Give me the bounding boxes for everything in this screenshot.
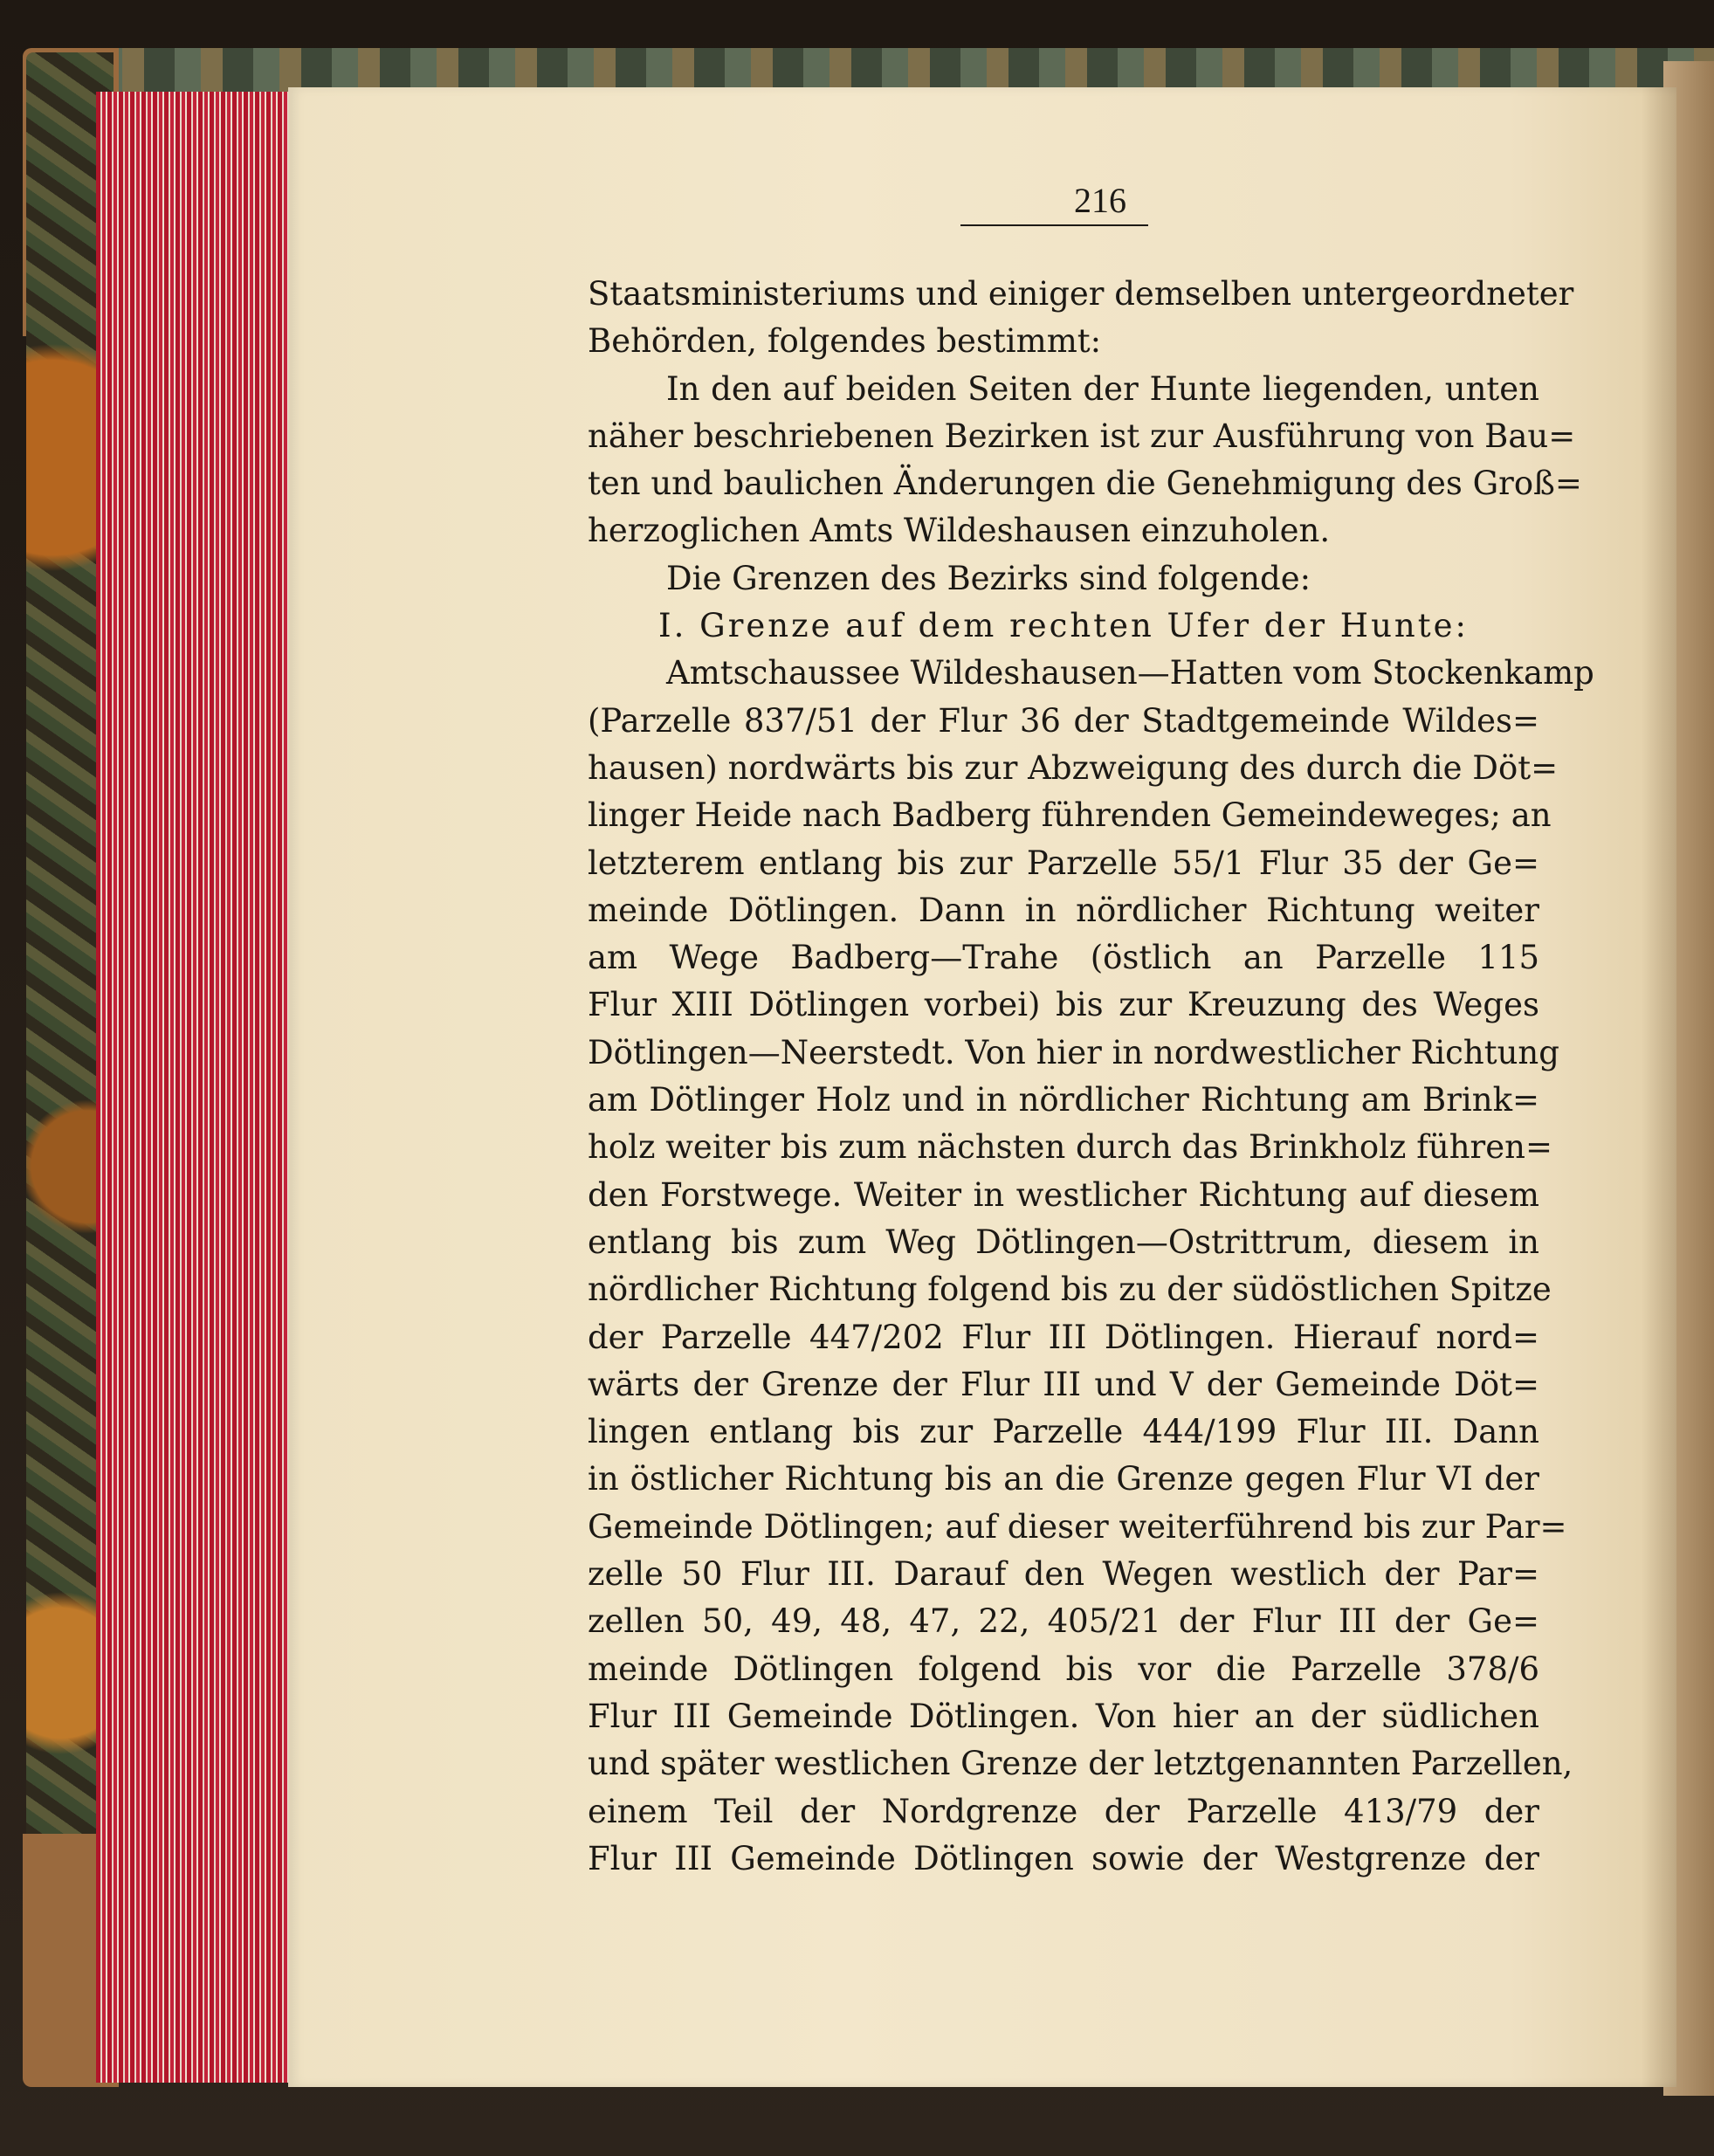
text-line: am Wege Badberg—Trahe (östlich an Parzelle 115 <box>588 939 1539 977</box>
text-line: Flur XIII Dötlingen vorbei) bis zur Kreuzung des Weges <box>588 986 1539 1024</box>
text-line: Staatsministeriums und einiger demselben untergeordneter <box>588 275 1574 313</box>
text-line: entlang bis zum Weg Dötlingen—Ostrittrum, diesem in <box>588 1223 1539 1261</box>
text-line: Flur III Gemeinde Dötlingen sowie der Westgrenze der <box>588 1839 1539 1877</box>
text-line: den Forstwege. Weiter in westlicher Richtung auf diesem <box>588 1175 1539 1214</box>
text-line: Amtschaussee Wildeshausen—Hatten vom Stockenkamp <box>666 654 1594 692</box>
text-line: näher beschriebenen Bezirken ist zur Ausführung von Bau= <box>588 417 1576 455</box>
text-line: meinde Dötlingen. Dann in nördlicher Richtung weiter <box>588 891 1539 929</box>
text-line: Gemeinde Dötlingen; auf dieser weiterführend bis zur Par= <box>588 1507 1567 1546</box>
text-line: hausen) nordwärts bis zur Abzweigung des durch die Döt= <box>588 748 1559 787</box>
text-line: linger Heide nach Badberg führenden Gemeindeweges; an <box>588 796 1552 835</box>
text-line: Behörden, folgendes bestimmt: <box>588 322 1102 361</box>
text-line: nördlicher Richtung folgend bis zu der südöstlichen Spitze <box>588 1271 1552 1309</box>
body-text <box>588 271 1594 1883</box>
page-edges <box>96 92 288 2083</box>
text-line: in östlicher Richtung bis an die Grenze gegen Flur VI der <box>588 1460 1539 1498</box>
text-line: am Dötlinger Holz und in nördlicher Richtung am Brink= <box>588 1081 1539 1119</box>
text-line: In den auf beiden Seiten der Hunte liegenden, unten <box>666 369 1539 408</box>
text-line: und später westlichen Grenze der letztgenannten Parzellen, <box>588 1745 1573 1783</box>
text-line: (Parzelle 837/51 der Flur 36 der Stadtgemeinde Wildes= <box>588 701 1539 740</box>
text-line: holz weiter bis zum nächsten durch das Brinkholz führen= <box>588 1128 1552 1167</box>
text-line: wärts der Grenze der Flur III und V der Gemeinde Döt= <box>588 1365 1539 1403</box>
header-rule <box>960 224 1148 226</box>
gutter-shadow <box>1642 87 1676 2087</box>
text-line: Flur III Gemeinde Dötlingen. Von hier an der südlichen <box>588 1697 1539 1735</box>
text-line: I. Grenze auf dem rechten Ufer der Hunte: <box>658 607 1469 645</box>
text-line: einem Teil der Nordgrenze der Parzelle 413/79 der <box>588 1792 1539 1830</box>
text-line: ten und baulichen Änderungen die Genehmigung des Groß= <box>588 465 1582 503</box>
text-line: meinde Dötlingen folgend bis vor die Parzelle 378/6 <box>588 1650 1539 1688</box>
text-line: Die Grenzen des Bezirks sind folgende: <box>666 559 1311 597</box>
text-line: zellen 50, 49, 48, 47, 22, 405/21 der Flur III der Ge= <box>588 1602 1539 1641</box>
text-line: herzoglichen Amts Wildeshausen einzuholen. <box>588 512 1331 550</box>
text-line: lingen entlang bis zur Parzelle 444/199 Flur III. Dann <box>588 1413 1539 1451</box>
text-line: Dötlingen—Neerstedt. Von hier in nordwestlicher Richtung <box>588 1033 1559 1071</box>
text-line: zelle 50 Flur III. Darauf den Wegen westlich der Par= <box>588 1555 1539 1594</box>
page-number: 216 <box>1074 181 1126 220</box>
text-line: letzterem entlang bis zur Parzelle 55/1 Flur 35 der Ge= <box>588 844 1539 882</box>
text-line: der Parzelle 447/202 Flur III Dötlingen. Hierauf nord= <box>588 1318 1539 1356</box>
